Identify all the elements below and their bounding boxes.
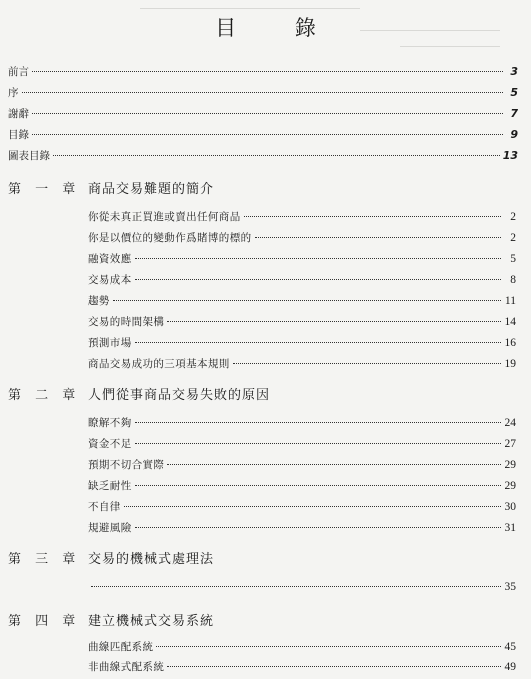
toc-section[interactable] <box>88 659 516 674</box>
toc-section-label: 你從未真正買進或賣出任何商品 <box>88 211 241 223</box>
dot-leader <box>22 92 504 93</box>
dot-leader <box>135 443 501 444</box>
toc-section-label: 商品交易成功的三項基本規則 <box>88 358 230 370</box>
toc-section[interactable] <box>88 335 516 350</box>
toc-entry-label: 前言 <box>8 66 29 78</box>
toc-section-page: 29 <box>504 480 516 492</box>
dot-leader <box>255 237 502 238</box>
toc-section-page: 24 <box>504 417 516 429</box>
toc-section-label: 你是以價位的變動作爲賭博的標的 <box>88 232 252 244</box>
dot-leader <box>135 258 501 259</box>
chapter-3-heading[interactable] <box>8 548 518 567</box>
page-title: 目 錄 <box>215 16 342 40</box>
toc-section-label: 融資效應 <box>88 253 132 265</box>
dot-leader <box>244 216 501 217</box>
toc-entry-label: 謝辭 <box>8 108 29 120</box>
toc-section-page: 2 <box>510 211 516 223</box>
toc-section-label: 預測市場 <box>88 337 132 349</box>
chapter-number: 第 一 章 <box>8 182 81 197</box>
chapter-2-heading[interactable] <box>8 384 518 403</box>
chapter-1-heading[interactable] <box>8 178 518 197</box>
toc-section-label: 資金不足 <box>88 438 132 450</box>
dot-leader <box>135 527 501 528</box>
toc-entry-contents[interactable] <box>8 127 518 142</box>
toc-entry-label: 目錄 <box>8 129 29 141</box>
toc-section-page: 19 <box>504 358 516 370</box>
dot-leader <box>135 485 501 486</box>
dot-leader <box>167 464 501 465</box>
toc-section[interactable] <box>88 639 516 654</box>
toc-entry-page: 5 <box>510 86 518 99</box>
toc-section-page: 49 <box>504 661 516 673</box>
dot-leader <box>113 300 501 301</box>
toc-section-page: 8 <box>510 274 516 286</box>
toc-entry-acknowledgements[interactable] <box>8 106 518 121</box>
chapter-title: 人們從事商品交易失敗的原因 <box>88 388 271 403</box>
dot-leader <box>32 71 503 72</box>
toc-section[interactable] <box>88 293 516 308</box>
toc-section[interactable] <box>88 251 516 266</box>
toc-section-page: 29 <box>504 459 516 471</box>
toc-section-label: 交易成本 <box>88 274 132 286</box>
dot-leader <box>32 113 503 114</box>
dot-leader <box>91 586 501 587</box>
dot-leader <box>167 321 501 322</box>
chapter-title: 交易的機械式處理法 <box>88 552 215 567</box>
toc-entry-preface[interactable] <box>8 85 518 100</box>
toc-section-label: 預期不切合實際 <box>88 459 165 471</box>
toc-section-page: 45 <box>504 641 516 653</box>
toc-entry-page: 3 <box>510 65 518 78</box>
toc-section-label: 趨勢 <box>88 295 110 307</box>
toc-section[interactable] <box>88 415 516 430</box>
toc-entry-label: 圖表目錄 <box>8 150 50 162</box>
toc-section[interactable] <box>88 478 516 493</box>
toc-section[interactable] <box>88 457 516 472</box>
chapter-4-heading[interactable] <box>8 610 518 629</box>
dot-leader <box>53 155 500 156</box>
toc-section[interactable] <box>88 314 516 329</box>
dot-leader <box>233 363 501 364</box>
dot-leader <box>135 342 501 343</box>
toc-section-label: 缺乏耐性 <box>88 480 132 492</box>
toc-section[interactable] <box>88 209 516 224</box>
chapter-number: 第 三 章 <box>8 552 81 567</box>
toc-section-label: 瞭解不夠 <box>88 417 132 429</box>
toc-entry-figures[interactable] <box>8 148 518 163</box>
chapter-title: 建立機械式交易系統 <box>88 614 215 629</box>
dot-leader <box>167 666 501 667</box>
toc-entry-page: 13 <box>502 149 518 162</box>
toc-section-label: 不自律 <box>88 501 121 513</box>
toc-section-label: 規避風險 <box>88 522 132 534</box>
toc-section-page: 5 <box>510 253 516 265</box>
toc-section-page: 16 <box>504 337 516 349</box>
toc-section[interactable] <box>88 581 516 593</box>
toc-entry-foreword[interactable] <box>8 64 518 79</box>
toc-section-page: 27 <box>504 438 516 450</box>
toc-section-page: 14 <box>504 316 516 328</box>
toc-section[interactable] <box>88 272 516 287</box>
dot-leader <box>156 646 501 647</box>
dot-leader <box>124 506 501 507</box>
toc-section[interactable] <box>88 520 516 535</box>
chapter-title: 商品交易難題的簡介 <box>88 182 215 197</box>
toc-section-label: 曲線匹配系統 <box>88 641 154 653</box>
toc-section[interactable] <box>88 356 516 371</box>
toc-section-page: 11 <box>504 295 516 307</box>
toc-section-label: 交易的時間架構 <box>88 316 165 328</box>
toc-section-page: 35 <box>504 581 516 593</box>
toc-entry-label: 序 <box>8 87 19 99</box>
toc-section[interactable] <box>88 499 516 514</box>
toc-section-page: 2 <box>510 232 516 244</box>
toc-section[interactable] <box>88 230 516 245</box>
toc-section-label: 非曲線式配系統 <box>88 661 165 673</box>
toc-entry-page: 7 <box>510 107 518 120</box>
chapter-number: 第 四 章 <box>8 614 81 629</box>
dot-leader <box>135 422 501 423</box>
dot-leader <box>135 279 501 280</box>
toc-section[interactable] <box>88 436 516 451</box>
dot-leader <box>32 134 503 135</box>
toc-entry-page: 9 <box>510 128 518 141</box>
chapter-number: 第 二 章 <box>8 388 81 403</box>
toc-section-page: 30 <box>504 501 516 513</box>
toc-section-page: 31 <box>504 522 516 534</box>
